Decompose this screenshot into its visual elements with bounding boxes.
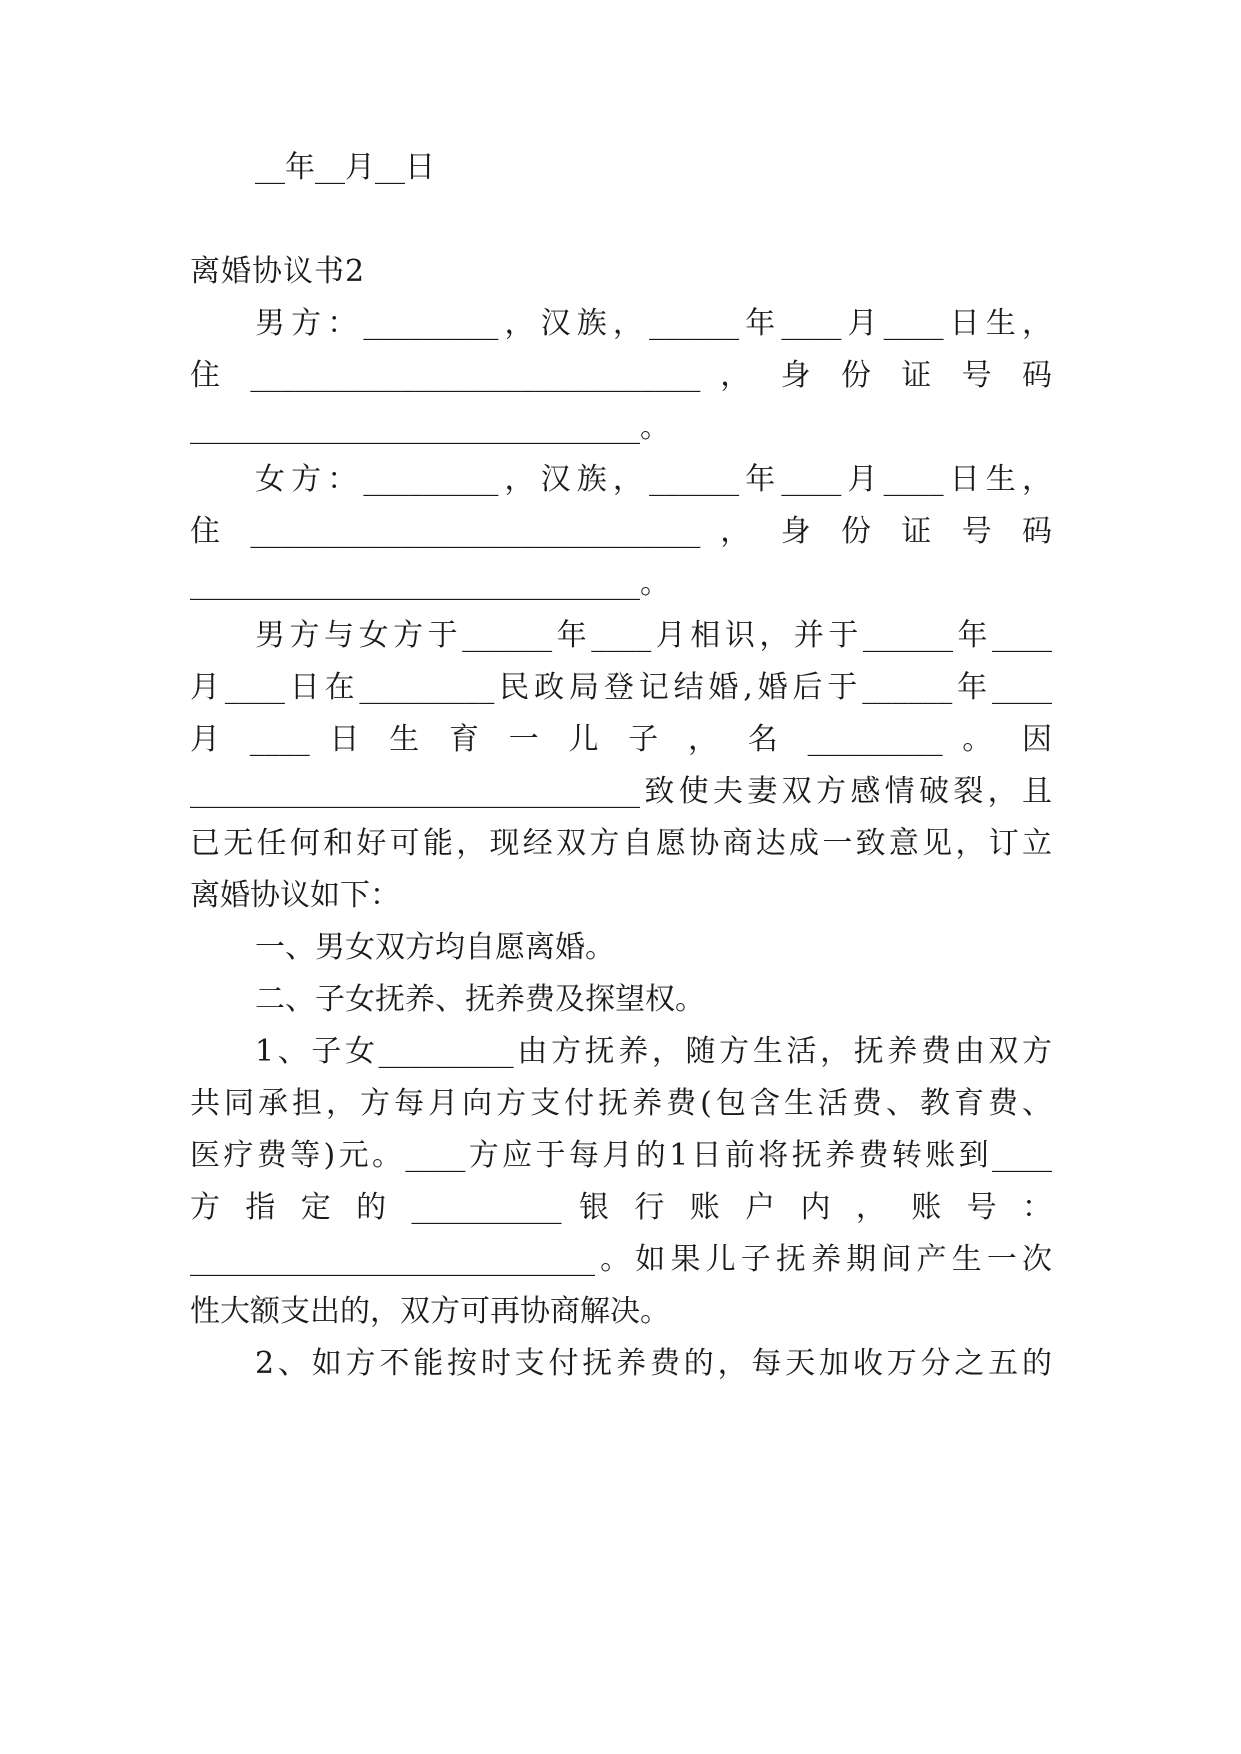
male-party-line-2: 住 ______________________________ ， 身 份 证 号 码 xyxy=(190,358,1052,393)
clause-2: 二、子女抚养、抚养费及探望权。 xyxy=(255,982,705,1017)
item-1-line-5: ___________________________。如果儿子抚养期间产生一次 xyxy=(190,1242,1052,1277)
background-line-1: 男方与女方于______年____月相识，并于______年____ xyxy=(255,618,1052,653)
item-2-line-1: 2、如方不能按时支付抚养费的，每天加收万分之五的 xyxy=(255,1346,1052,1381)
female-party-line-1: 女方：_________，汉族，______年____月____日生， xyxy=(255,462,1052,497)
clause-1: 一、男女双方均自愿离婚。 xyxy=(255,930,615,965)
document-title: 离婚协议书2 xyxy=(190,254,366,289)
background-line-5: 已无任何和好可能，现经双方自愿协商达成一致意见，订立 xyxy=(190,826,1052,861)
item-1-line-1: 1、子女_________由方抚养，随方生活，抚养费由双方 xyxy=(255,1034,1052,1069)
background-line-6: 离婚协议如下： xyxy=(190,878,400,913)
female-party-line-3: ______________________________。 xyxy=(190,566,670,601)
female-party-line-2: 住 ______________________________ ， 身 份 证 号 码 xyxy=(190,514,1052,549)
male-party-line-1: 男方：_________，汉族，______年____月____日生， xyxy=(255,306,1052,341)
item-1-line-2: 共同承担，方每月向方支付抚养费(包含生活费、教育费、 xyxy=(190,1086,1052,1121)
male-party-line-3: ______________________________。 xyxy=(190,410,670,445)
item-1-line-6: 性大额支出的，双方可再协商解决。 xyxy=(190,1294,670,1329)
date-line: __年__月__日 xyxy=(255,150,435,185)
item-1-line-3: 医疗费等)元。____方应于每月的1日前将抚养费转账到____ xyxy=(190,1138,1052,1173)
background-line-2: 月____日在_________民政局登记结婚,婚后于______年____ xyxy=(190,670,1052,705)
background-line-3: 月 ____ 日 生 育 一 儿 子 ， 名 _________ 。 因 xyxy=(190,722,1052,757)
item-1-line-4: 方 指 定 的 __________ 银 行 账 户 内 ， 账 号 ： xyxy=(190,1190,1052,1225)
background-line-4: ______________________________致使夫妻双方感情破裂，且 xyxy=(190,774,1052,809)
